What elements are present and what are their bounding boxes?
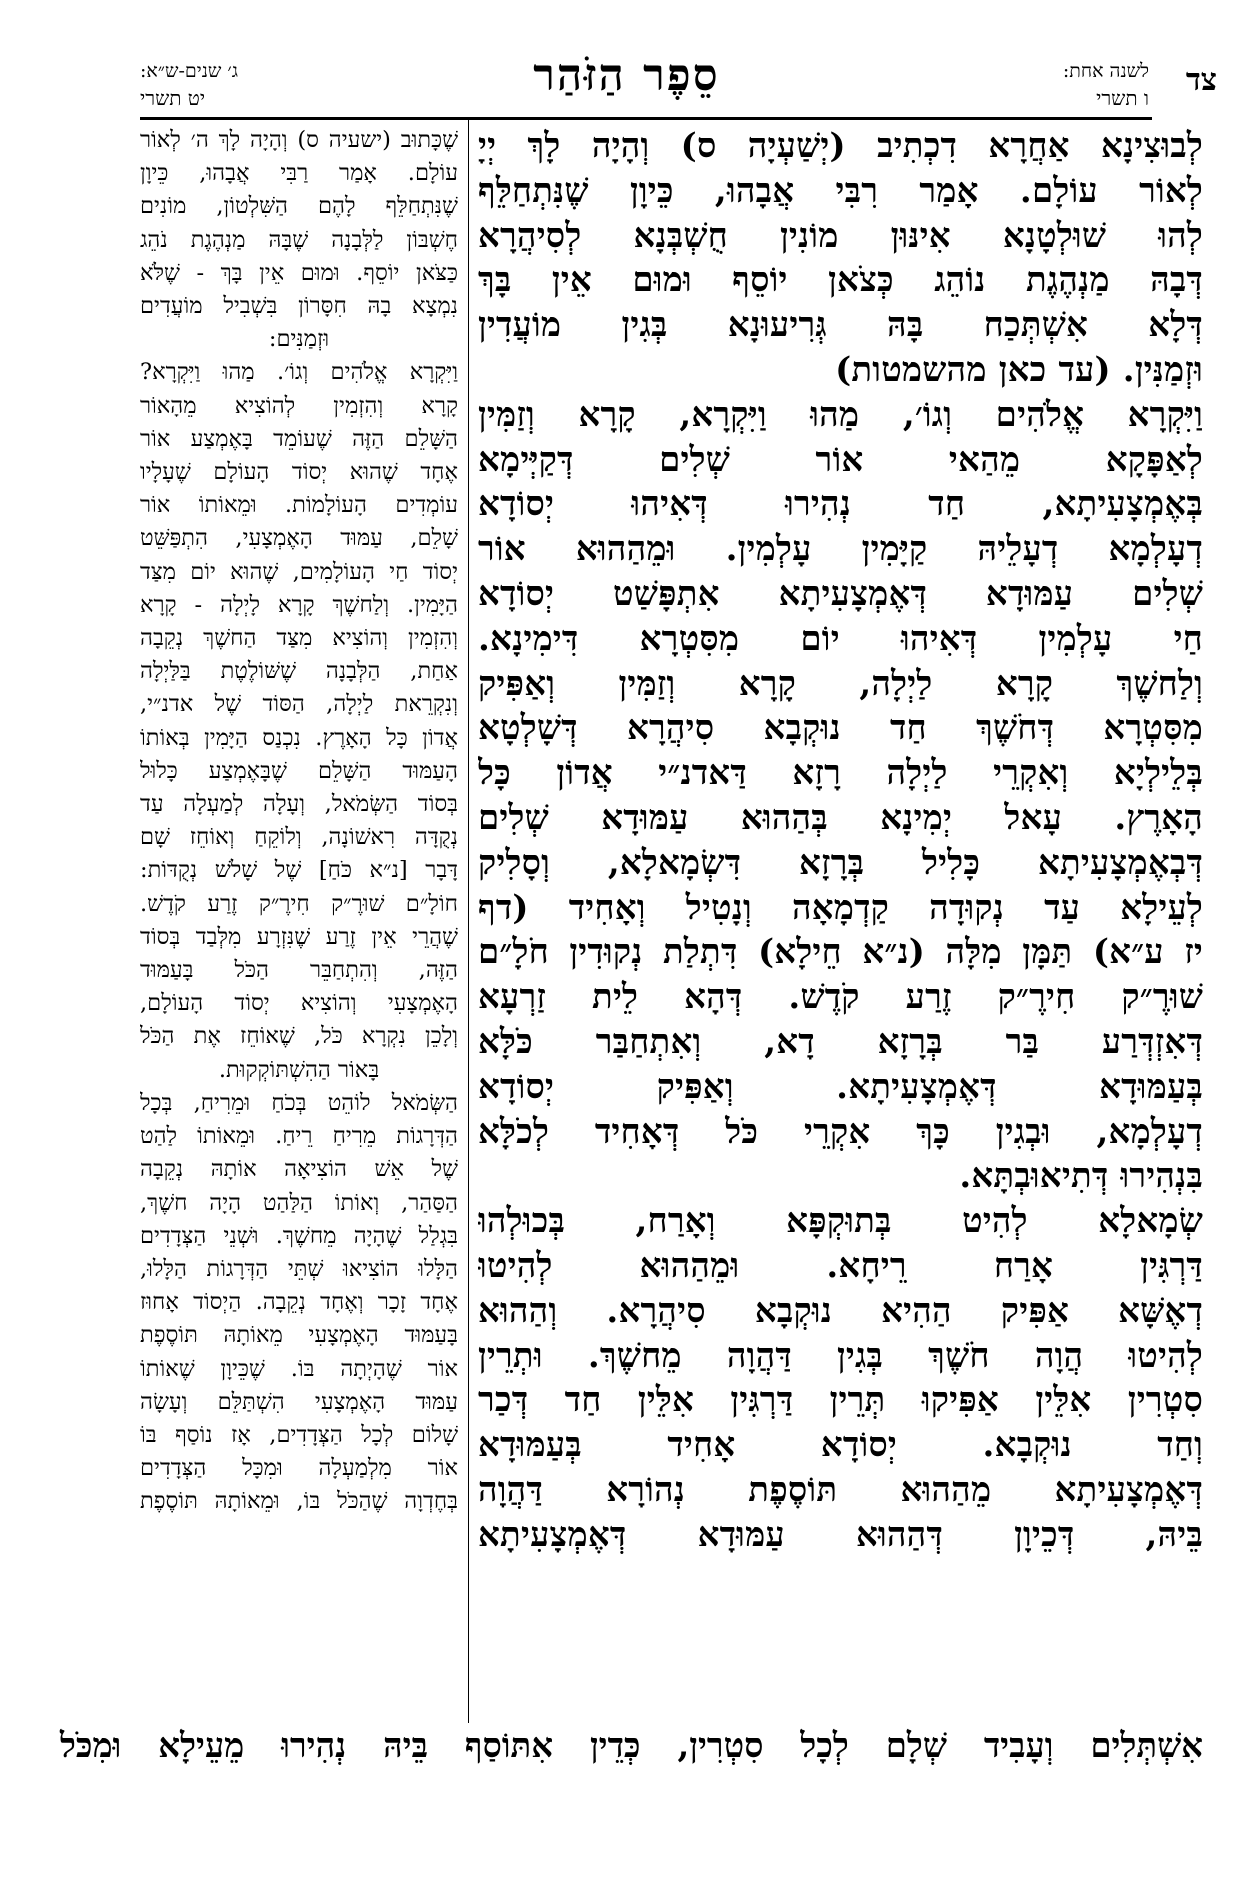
translation-line: בִּגְלַל שֶׁהָיָה מֵחשֶׁךְ. וּשְׁנֵי הַצְּדָדִים [140,1222,458,1249]
translation-line: הַסַּהַר, וְאוֹתוֹ הַלַּהַט הָיָה חשֶׁךְ, [140,1189,458,1216]
header-left [140,58,238,122]
translation-line: עוֹלָם. אָמַר רַבִּי אֲבָהוּ, כֵּיוָן [140,160,458,187]
translation-line: וְלָכֵן נִקְרָא כֹּל, שֶׁאוֹחֵז אֶת הַכֹּל [140,1023,458,1050]
translation-line: עוֹמְדִים הָעוֹלָמוֹת. וּמֵאוֹתוֹ אוֹר [140,492,458,519]
main-text-line: דְּאֶמְצָעִיתָא מֵהַהוּא תּוֹסֶפֶת נְהוֹרָא דַּהֲוָה [478,1469,1203,1510]
main-text-line: דְּבְאֶמְצָעִיתָא כָּלִיל בְּרָזָא דִּשְׂמָאלָא, וְסָלִיק [478,842,1203,883]
book-title: סֵפֶר הַזֹּהַר [533,50,720,101]
translation-line: חוֹלָ״ם שׁוּרֶ״ק חִירֶ״ק זֶרַע קֹדֶשׁ. [140,890,458,917]
translation-line: הַשָּׁלֵם הַזֶּה שֶׁעוֹמֵד בָּאֶמְצַע אוֹר [140,425,458,452]
main-text-line: בֵּיהּ, דְּכֵיוָן דְּהַהוּא עַמּוּדָא דְּאֶמְצָעִיתָא [478,1514,1203,1555]
main-text-line: שׁוּרֶ״ק חִירֶ״ק זֶרַע קֹדֶשׁ. דְּהָא לֵית זַרְעָא [478,977,1203,1018]
translation-line: אוֹר שֶׁהָיְתָה בּוֹ. שֶׁכֵּיוָן שֶׁאוֹתוֹ [140,1355,458,1382]
main-text-line: לְאוֹר עוֹלָם. אָמַר רִבִּי אֲבָהוּ, כֵּיוָן שֶׁנִּתְחַלֵּף [478,170,1203,211]
main-text-line: סִטְרִין אִלֵּין אַפִּיקוּ תְּרֵין דַּרְגִּין אִלֵּין חַד דְּכַר [478,1380,1203,1421]
main-text-line: לְהִיטוּ הֲוָה חֹשֶׁךְ בְּגִין דַּהֲוָה מֵחשֶׁךְ. וּתְרֵין [478,1335,1203,1376]
page-number: צד [1185,62,1217,98]
main-text-line: וְלַחשֶׁךְ קָרָא לַיְלָה, קָרָא וְזַמִּין וְאַפִּיק [478,663,1203,704]
translation-line: אֶחָד זָכָר וְאֶחָד נְקֵבָה. הַיְסוֹד אָחוּז [140,1289,458,1316]
translation-line: בָּעַמּוּד הָאֶמְצָעִי מֵאוֹתָהּ תּוֹסֶפֶת [140,1322,458,1349]
main-text-line: דְּלָא אִשְׁתְּכַח בָּהּ גְּרִיעוּנָא בְּגִין מוֹעֲדִין [478,305,1203,346]
main-text-column [478,124,1203,1558]
translation-line: שָׁלוֹם לְכָל הַצְּדָדִים, אָז נוֹסַף בּוֹ [140,1421,458,1448]
translation-line: בָּאוֹר הַהִשְׁתּוֹקְקוּת. [218,1056,380,1083]
header-left-line1: ג׳ שנים-ש״א: [140,60,239,82]
translation-line: שֶׁנִּתְחַלֵּף לָהֶם הַשִּׁלְטוֹן, מוֹנִים [140,193,458,220]
main-text-line: לְהוּ שׁוּלְטָנָא אִינּוּן מוֹנִין חֻשְׁבְּנָא לְסִיהֲרָא [478,215,1203,256]
main-text-line: מִסִּטְרָא דְּחֹשֶׁךְ חַד נוּקְבָא סִיהֲרָא דְּשָׁלְטָא [478,708,1203,749]
main-text-line: בְּעַמּוּדָא דְּאֶמְצָעִיתָא. וְאַפִּיק יְסוֹדָא [478,1066,1203,1107]
translation-line: כַּצֹּאן יוֹסֵף. וּמוּם אֵין בָּךְ - שֶׁלֹּא [140,259,458,286]
translation-line: וּזְמַנִּים: [268,326,330,353]
main-text-line: דְעָלְמָא דְעָלֵיהּ קַיָּמִין עָלְמִין. וּמֵהַהוּא אוֹר [478,529,1203,570]
translation-line: הָעַמּוּד הַשָּׁלֵם שֶׁבָּאֶמְצַע כָּלוּל [140,757,458,784]
main-text-line: שְׁלִים עַמּוּדָא דְּאֶמְצָעִיתָא אִתְפָּשַׁט יְסוֹדָא [478,573,1203,614]
main-text-line: שְׂמָאלָא לְהִיט בְּתוּקְפָּא וְאָרַח, בְּכוּלְהוּ [478,1201,1203,1242]
main-text-line: דַּרְגִּין אָרַח רֵיחָא. וּמֵהַהוּא לְהִיטוּ [478,1245,1203,1286]
translation-line: בְּסוֹד הַשְּׂמֹאל, וְעָלָה לְמַעְלָה עַד [140,791,458,818]
header-right-line1: לשנה אחת: [1062,60,1149,82]
main-text-line: וּזְמַנִּין. (עד כאן מהשמטות) [835,349,1203,390]
translation-column [140,124,458,1519]
main-text-line: וְחַד נוּקְבָא. יְסוֹדָא אָחִיד בְּעַמּוּדָא [478,1425,1203,1466]
translation-line: הַזֶּה, וְהִתְחַבֵּר הַכֹּל בָּעַמּוּד [140,957,458,984]
translation-line: הָאֶמְצָעִי וְהוֹצִיא יְסוֹד הָעוֹלָם, [140,990,458,1017]
main-text-line: בְּאֶמְצָעִיתָא, חַד נְהִירוּ דְּאִיהוּ יְסוֹדָא [478,484,1203,525]
translation-line: אוֹר מִלְמַעְלָה וּמִכָּל הַצְּדָדִים [140,1455,458,1482]
translation-line: נִמְצָא בָהּ חִסָּרוֹן בִּשְׁבִיל מוֹעֲדִים [140,293,458,320]
translation-line: הַשְּׂמֹאל לוֹהֵט בְּכֹחַ וּמֵרִיחַ, בְּכָל [140,1089,458,1116]
translation-line: וְהִזְמִין וְהוֹצִיא מִצַּד הַחשֶׁךְ נְקֵבָה [140,625,458,652]
translation-line: אַחַת, הַלְּבָנָה שֶׁשּׁוֹלֶטֶת בַּלַּיְלָה [140,658,458,685]
translation-line: שָׁלֵם, עַמּוּד הָאֶמְצָעִי, הִתְפַּשֵּׁט [140,525,458,552]
header-rule [140,117,1152,120]
main-text-line: דְעָלְמָא, וּבְגִין כָּךְ אִקְרֵי כֹּל דְּאָחִיד לְכֹלָּא [478,1111,1203,1152]
translation-line: הַלָּלוּ הוֹצִיאוּ שְׁתֵּי הַדְּרָגוֹת הַלָּלוּ, [140,1255,458,1282]
translation-line: הַדְּרָגוֹת מֵרִיחַ רֵיחַ. וּמֵאוֹתוֹ לַהַט [140,1123,458,1150]
column-divider [468,118,469,1723]
main-text-line: וַיִּקְרָא אֱלֹהִים וְגוֹ׳, מַהוּ וַיִּקְרָא, קָרָא וְזַמִּין [478,394,1203,435]
translation-line: עַמּוּד הָאֶמְצָעִי הִשְׁתַּלֵּם וְעָשָׂה [140,1388,458,1415]
main-text-line: לְבוּצִינָא אַחֲרָא דִכְתִיב (יְשַׁעְיָה ס) וְהָיָה לָךְ יְיָ [478,126,1203,166]
main-text-line: דְאֶשָּׁא אַפִּיק הַהִיא נוּקְבָא סִיהֲרָא. וְהַהוּא [478,1290,1203,1331]
translation-line: וְנִקְרֵאת לַיְלָה, הַסּוֹד שֶׁל אדנ״י, [140,691,458,718]
main-text-line: לְעֵילָא עַד נְקוּדָה קַדְמָאָה וְנָטִיל וְאָחִיד (דף [478,887,1203,928]
translation-line: אֲדוֹן כָּל הָאָרֶץ. נִכְנַס הַיָּמִין בְּאוֹתוֹ [140,724,458,751]
translation-line: אֶחָד שֶׁהוּא יְסוֹד הָעוֹלָם שֶׁעָלָיו [140,459,458,486]
main-text-line: הָאָרֶץ. עָאל יְמִינָא בְּהַהוּא עַמּוּדָא שְׁלִים [478,797,1203,838]
main-text-line: לְאַפָּקָא מֵהַאי אוֹר שְׁלִים דְּקַיְּימָא [478,439,1203,480]
translation-line: שֶׁכָּתוּב (ישעיה ס) וְהָיָה לָךְ ה׳ לְאוֹר [140,127,458,153]
main-text-line: חַי עָלְמִין דְּאִיהוּ יוֹם מִסִּטְרָא דִּימִינָא. [478,618,1203,659]
bottom-text-line: אִשְׁתְּלִים וְעָבִיד שְׁלָם לְכָל סִטְרִין, כְּדֵין אִתּוֹסַף בֵּיהּ נְהִירוּ מֵעֵילָא וּמִכֹּל [60,1726,1203,1766]
translation-line: שֶׁל אֵשׁ הוֹצִיאָה אוֹתָהּ נְקֵבָה [140,1156,458,1183]
translation-line: בְּחֶדְוָה שֶׁהַכֹּל בּוֹ, וּמֵאוֹתָהּ תּוֹסֶפֶת [140,1488,458,1515]
translation-line: נְקֻדָּה רִאשׁוֹנָה, וְלוֹקֵחַ וְאוֹחֵז שָׁם [140,824,458,851]
translation-line: חֶשְׁבּוֹן לַלְּבָנָה שֶׁבָּהּ מַנְהֶגֶת נֹהֵג [140,226,458,253]
main-text-line: דְּבָהּ מַנְהֶגֶת נוֹהֵג כְּצֹאן יוֹסֵף וּמוּם אֵין בָּךְ [478,260,1203,301]
header-right-line2: ו תשרי [1096,86,1149,110]
main-text-line: יז ע״א) תַּמָּן מִלָּה (נ״א חֵילָא) דִּתְלַת נְקוּדִין חֹלָ״ם [478,932,1203,973]
translation-line: דָּבָר [נ״א כֹּחַ] שֶׁל שָׁלֹשׁ נְקֻדּוֹת: [140,857,458,884]
main-text-line: דְּאִזְדְּרַע בַּר בְּרָזָא דָא, וְאִתְחַבַּר כֹּלָּא [478,1021,1203,1062]
translation-line: הַיָּמִין. וְלַחשֶׁךְ קָרָא לָיְלָה - קָרָא [140,591,458,618]
translation-line: קָרָא וְהִזְמִין לְהוֹצִיא מֵהָאוֹר [140,392,458,419]
translation-line: יְסוֹד חַי הָעוֹלָמִים, שֶׁהוּא יוֹם מִצַּד [140,558,458,585]
translation-line: שֶׁהֲרֵי אֵין זֶרַע שֶׁנִּזְרָע מִלְּבַד בְּסוֹד [140,923,458,950]
translation-line: וַיִּקְרָא אֱלֹהִים וְגוֹ׳. מַהוּ וַיִּקְרָא? [140,359,458,386]
main-text-line: בִּנְהִירוּ דְּתִיאוּבְתָּא. [959,1156,1203,1197]
header-left-line2: יט תשרי [140,86,206,110]
main-text-line: בְּלֵילְיָא וְאִקְרֵי לַיְלָה רָזָא דַּאדנ״י אֲדוֹן כָּל [478,753,1203,794]
